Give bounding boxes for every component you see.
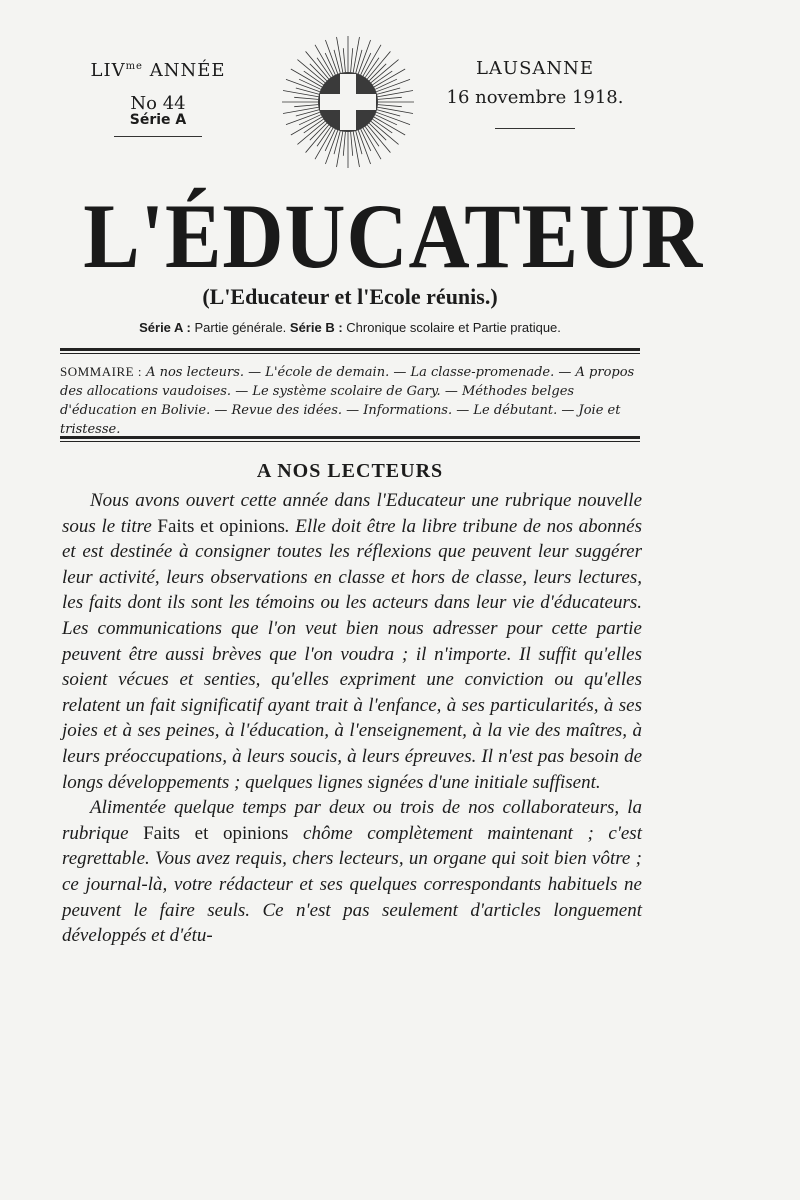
article-body <box>62 488 642 949</box>
masthead-title: L'ÉDUCATEUR <box>83 185 704 287</box>
place-date-block <box>440 58 630 129</box>
summary-items: A nos lecteurs. — L'école de demain. — La classe-promenade. — A propos des allocations vaudoises. — Le système scolaire de Gary. — Méthodes belges d'éducation en Bolivie. — Revue des idées. — Informations. — Le débutant. — Joie et tristesse. <box>60 365 635 437</box>
table-of-contents <box>60 362 640 439</box>
city-label: LAUSANNE <box>475 58 595 79</box>
divider <box>114 136 202 137</box>
article-title: A NOS LECTEURS <box>256 460 444 482</box>
issue-block <box>88 60 228 137</box>
paragraph: Nous avons ouvert cette année dans l'Educateur une rubrique nouvelle sous le titre Faits et opinions. Elle doit être la libre tribune de nos abonnés et est destinée à consigner toutes les réflexions que peuvent leur suggérer leur activité, leurs observations en classe et hors de classe, leurs lectures, les faits dont ils sont les témoins ou les acteurs dans leur vie d'éducateurs. Les communications que l'on veut bien nous adresser pour cette partie peuvent être aussi brèves que l'on voudra ; il n'importe. Il suffit qu'elles soient vécues et senties, qu'elles expriment une conviction ou qu'elles relatent un fait significatif ayant trait à l'enfance, à ses particularités, à ses joies et à ses peines, à l'éducation, à l'enseignement, à la vie des maîtres, à leurs préoccupations, à leurs soucis, à leurs épreuves. Il n'est pas besoin de longs développements ; quelques lignes signées d'une initiale suffisent. <box>62 490 642 793</box>
issue-date: 16 novembre 1918. <box>446 87 624 108</box>
masthead-subtitle: (L'Educateur et l'Ecole réunis.) <box>202 284 498 309</box>
double-rule-bottom <box>60 436 640 442</box>
summary-label: SOMMAIRE : <box>60 364 142 379</box>
issue-number: No 44 <box>130 93 186 114</box>
year-label: $LIV^{me}$ ANNÉE <box>90 60 226 81</box>
double-rule-top <box>60 348 640 354</box>
series-description: Série A : Partie générale. Série B : Chronique scolaire et Partie pratique. <box>139 320 561 335</box>
divider <box>495 128 575 129</box>
swiss-cross-emblem-icon <box>280 34 416 170</box>
paragraph: Alimentée quelque temps par deux ou trois de nos collaborateurs, la rubrique Faits et opinions chôme complètement maintenant ; c'est regrettable. Vous avez requis, chers lecteurs, un organe qui soit bien vôtre ; ce journal-là, votre rédacteur et ses quelques correspondants habituels ne peuvent le faire seuls. Ce n'est pas seulement d'articles longuement développés et d'étu- <box>62 797 642 947</box>
serie-label: Série A <box>129 112 187 128</box>
